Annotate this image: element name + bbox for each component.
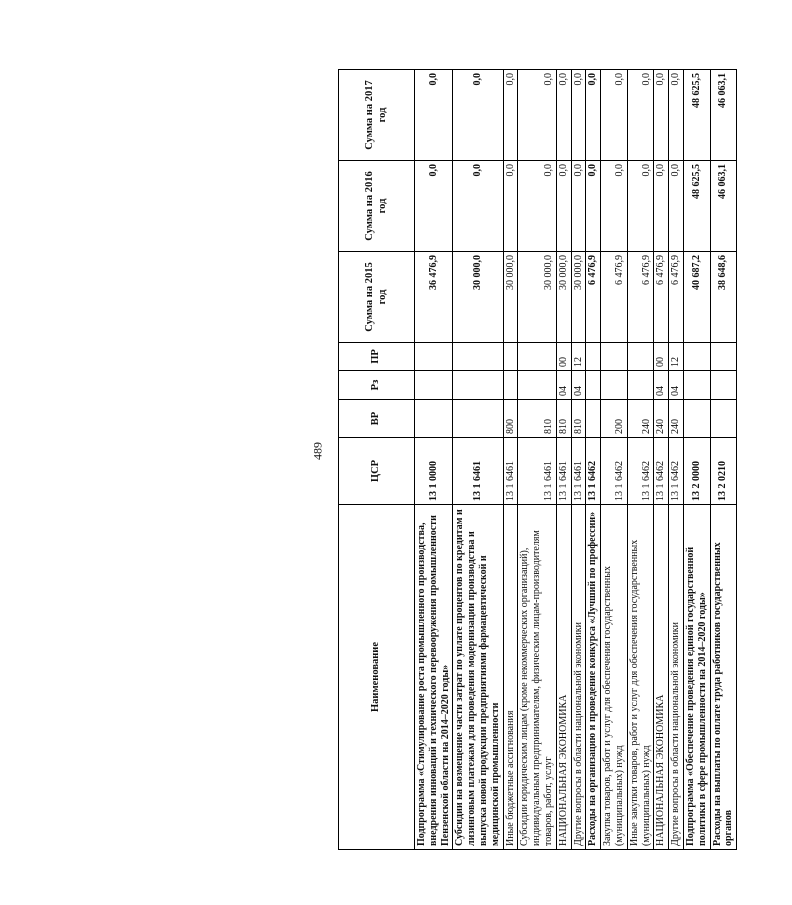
cell-sum-2016: 0,0 [627,161,654,252]
cell-vr [415,400,453,438]
cell-vr [683,400,710,438]
cell-csr: 13 1 6462 [627,438,654,505]
cell-pr: 00 [556,343,571,371]
cell-vr: 240 [669,400,684,438]
cell-name: Закупка товаров, работ и услуг для обеспечения государственных (муниципальных) нужд [601,505,628,850]
cell-pr [503,343,518,371]
table-row [627,70,654,850]
cell-sum-2015: 6 476,9 [627,252,654,343]
cell-sum-2016: 0,0 [669,161,684,252]
cell-rz [627,371,654,400]
cell-sum-2016: 0,0 [586,161,601,252]
cell-sum-2015: 36 476,9 [415,252,453,343]
cell-vr: 800 [503,400,518,438]
cell-csr: 13 2 0000 [683,438,710,505]
header-sum-2017: Сумма на 2017 год [339,70,415,161]
cell-sum-2017: 0,0 [654,70,669,161]
cell-pr: 00 [654,343,669,371]
cell-rz: 04 [654,371,669,400]
table-row [669,70,684,850]
cell-sum-2015: 30 000,0 [518,252,556,343]
cell-vr: 810 [518,400,556,438]
cell-sum-2016: 0,0 [654,161,669,252]
table-row [586,70,601,850]
cell-name: Подпрограмма «Обеспечение проведения единой государственной политики в сфере промышленности на 2014–2020 годы» [683,505,710,850]
table-row [683,70,710,850]
cell-csr: 13 1 6462 [586,438,601,505]
cell-pr [627,343,654,371]
table-row [503,70,518,850]
cell-csr: 13 1 6462 [669,438,684,505]
cell-rz: 04 [571,371,586,400]
cell-vr [586,400,601,438]
cell-sum-2016: 0,0 [453,161,503,252]
table-header-row [339,70,415,850]
cell-sum-2015: 30 000,0 [453,252,503,343]
cell-sum-2015: 6 476,9 [586,252,601,343]
cell-sum-2016: 0,0 [571,161,586,252]
cell-sum-2016: 0,0 [503,161,518,252]
rotated-table-container [338,70,792,850]
table-row [556,70,571,850]
cell-csr: 13 1 6461 [556,438,571,505]
cell-sum-2015: 30 000,0 [503,252,518,343]
cell-rz [601,371,628,400]
cell-pr [683,343,710,371]
table-row [453,70,503,850]
cell-pr [710,343,737,371]
cell-sum-2016: 48 625,5 [683,161,710,252]
cell-sum-2017: 0,0 [571,70,586,161]
cell-rz [503,371,518,400]
header-name: Наименование [339,505,415,850]
cell-vr: 200 [601,400,628,438]
cell-sum-2017: 0,0 [627,70,654,161]
header-rz: Рз [339,371,415,400]
cell-name: Другие вопросы в области национальной экономики [571,505,586,850]
cell-name: Расходы на организацию и проведение конкурса «Лучший по профессии» [586,505,601,850]
cell-vr: 810 [556,400,571,438]
cell-vr [453,400,503,438]
cell-vr [710,400,737,438]
header-csr: ЦСР [339,438,415,505]
cell-rz [453,371,503,400]
cell-sum-2017: 46 063,1 [710,70,737,161]
cell-sum-2015: 30 000,0 [571,252,586,343]
cell-sum-2016: 0,0 [415,161,453,252]
table-row [601,70,628,850]
cell-sum-2016: 0,0 [601,161,628,252]
header-vr: ВР [339,400,415,438]
cell-name: Субсидии юридическим лицам (кроме некоммерческих организаций), индивидуальным предпринимателям, физическим лицам-производителям товаров, работ, услуг [518,505,556,850]
cell-sum-2015: 40 687,2 [683,252,710,343]
table-row [710,70,737,850]
header-sum-2015: Сумма на 2015 год [339,252,415,343]
cell-rz: 04 [556,371,571,400]
cell-sum-2017: 48 625,5 [683,70,710,161]
header-sum-2016: Сумма на 2016 год [339,161,415,252]
cell-name: Субсидии на возмещение части затрат по уплате процентов по кредитам и лизинговым платежам для проведения модернизации производства и выпуска новой продукции предприятиями фармацевтической и медицинской промышленности [453,505,503,850]
cell-sum-2016: 46 063,1 [710,161,737,252]
cell-vr: 240 [654,400,669,438]
cell-vr: 810 [571,400,586,438]
cell-sum-2015: 6 476,9 [654,252,669,343]
page-number: 489 [310,442,325,460]
cell-rz: 04 [669,371,684,400]
cell-name: НАЦИОНАЛЬНАЯ ЭКОНОМИКА [556,505,571,850]
cell-pr: 12 [669,343,684,371]
cell-csr: 13 1 6462 [601,438,628,505]
cell-sum-2017: 0,0 [453,70,503,161]
cell-sum-2017: 0,0 [601,70,628,161]
cell-name: НАЦИОНАЛЬНАЯ ЭКОНОМИКА [654,505,669,850]
cell-sum-2017: 0,0 [415,70,453,161]
cell-csr: 13 1 6461 [571,438,586,505]
cell-csr: 13 1 6461 [503,438,518,505]
cell-sum-2017: 0,0 [669,70,684,161]
table-row [571,70,586,850]
cell-pr [453,343,503,371]
cell-csr: 13 1 6461 [453,438,503,505]
table-body [415,70,737,850]
cell-name: Другие вопросы в области национальной экономики [669,505,684,850]
cell-rz [710,371,737,400]
cell-sum-2016: 0,0 [518,161,556,252]
cell-rz [683,371,710,400]
cell-sum-2017: 0,0 [556,70,571,161]
cell-sum-2017: 0,0 [503,70,518,161]
table-row [654,70,669,850]
cell-name: Иные закупки товаров, работ и услуг для обеспечения государственных (муниципальных) нужд [627,505,654,850]
table-row [518,70,556,850]
cell-rz [586,371,601,400]
cell-sum-2015: 6 476,9 [601,252,628,343]
cell-sum-2017: 0,0 [586,70,601,161]
cell-pr [601,343,628,371]
cell-pr [518,343,556,371]
cell-sum-2015: 6 476,9 [669,252,684,343]
cell-name: Иные бюджетные ассигнования [503,505,518,850]
cell-pr [415,343,453,371]
budget-table [338,69,737,850]
cell-csr: 13 1 0000 [415,438,453,505]
header-pr: ПР [339,343,415,371]
cell-csr: 13 1 6462 [654,438,669,505]
cell-rz [518,371,556,400]
cell-sum-2016: 0,0 [556,161,571,252]
cell-csr: 13 1 6461 [518,438,556,505]
table-row [415,70,453,850]
cell-name: Расходы на выплаты по оплате труда работников государственных органов [710,505,737,850]
cell-sum-2017: 0,0 [518,70,556,161]
cell-pr [586,343,601,371]
cell-pr: 12 [571,343,586,371]
cell-name: Подпрограмма «Стимулирование роста промышленного производства, внедрения инноваций и технического перевооружения промышленности Пензенской области на 2014–2020 годы» [415,505,453,850]
cell-rz [415,371,453,400]
cell-sum-2015: 30 000,0 [556,252,571,343]
cell-sum-2015: 38 648,6 [710,252,737,343]
cell-csr: 13 2 0210 [710,438,737,505]
cell-vr: 240 [627,400,654,438]
